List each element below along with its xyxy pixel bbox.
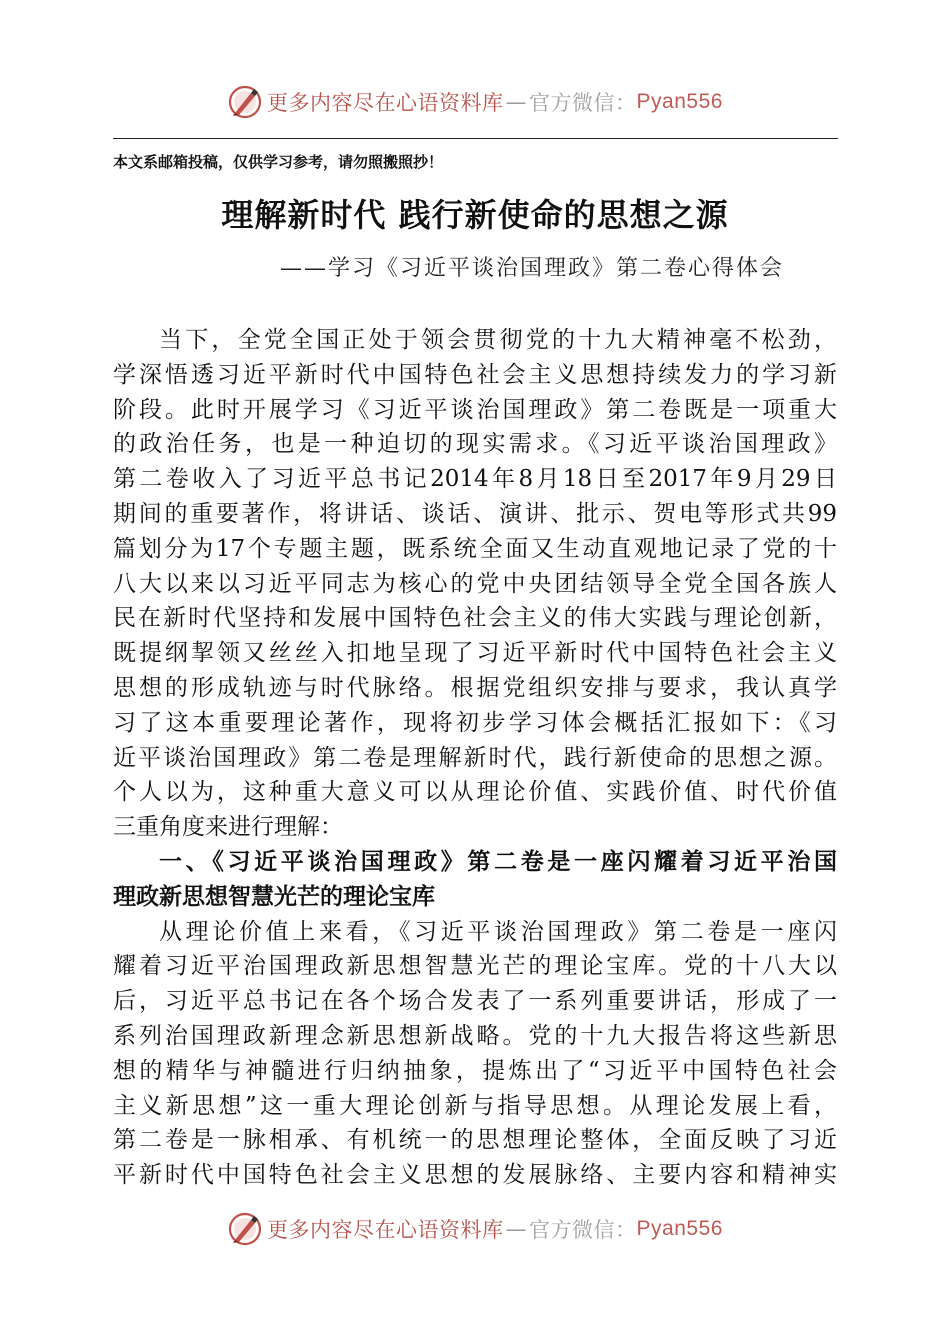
body-line: 想的精华与神髓进行归纳抽象，提炼出了“习近平中国特色社会 (113, 1057, 837, 1084)
body-line: 学深悟透习近平新时代中国特色社会主义思想持续发力的学习新 (113, 361, 837, 388)
banner-main-text: 更多内容尽在心语资料库 (267, 1218, 504, 1242)
footer-banner (0, 1209, 950, 1249)
body-line: 八大以来以习近平同志为核心的党中央团结领导全党全国各族人 (113, 570, 837, 597)
body-line: 第二卷是一脉相承、有机统一的思想理论整体，全面反映了习近 (113, 1127, 837, 1154)
body-line: 习了这本重要理论著作，现将初步学习体会概括汇报如下：《习 (113, 709, 837, 736)
header-banner (0, 82, 950, 122)
body-line: 思想的形成轨迹与时代脉络。根据党组织安排与要求，我认真学 (113, 674, 837, 701)
pen-logo-icon (227, 84, 263, 120)
body-line: 阶段。此时开展学习《习近平谈治国理政》第二卷既是一项重大 (113, 396, 837, 423)
body-line: 民在新时代坚持和发展中国特色社会主义的伟大实践与理论创新， (113, 605, 837, 632)
body-line: 既提纲挈领又丝丝入扣地呈现了习近平新时代中国特色社会主义 (113, 640, 837, 667)
document-body (113, 323, 837, 1193)
body-line: 的政治任务，也是一种迫切的现实需求。《习近平谈治国理政》 (113, 431, 837, 458)
body-line: 近平谈治国理政》第二卷是理解新时代，践行新使命的思想之源。 (113, 744, 837, 771)
header-divider (113, 138, 838, 139)
body-line: 平新时代中国特色社会主义思想的发展脉络、主要内容和精神实 (113, 1162, 837, 1189)
banner-wechat-id: Pyan556 (636, 1217, 723, 1240)
submission-notice: 本文系邮箱投稿，仅供学习参考，请勿照搬照抄！ (113, 153, 444, 171)
body-line: 三重角度来进行理解： (113, 814, 343, 841)
pen-logo-icon (227, 1211, 263, 1247)
body-line: 后，习近平总书记在各个场合发表了一系列重要讲话，形成了一 (113, 988, 837, 1015)
body-line: 第二卷收入了习近平总书记2014年8月18日至2017年9月29日 (113, 466, 837, 493)
banner-wechat-label: 官方微信： (529, 1218, 637, 1242)
body-line: 主义新思想”这一重大理论创新与指导思想。从理论发展上看， (113, 1092, 837, 1119)
body-line: 期间的重要著作，将讲话、谈话、演讲、批示、贺电等形式共99 (113, 500, 837, 527)
section-heading: 一、《习近平谈治国理政》第二卷是一座闪耀着习近平治国 (159, 847, 837, 875)
banner-wechat-id: Pyan556 (636, 90, 723, 113)
body-line: 当下，全党全国正处于领会贯彻党的十九大精神毫不松劲， (159, 327, 837, 353)
body-line: 篇划分为17个专题主题，既系统全面又生动直观地记录了党的十 (113, 535, 837, 562)
document-title: 理解新时代 践行新使命的思想之源 (221, 196, 729, 234)
banner-wechat-label: 官方微信： (529, 91, 637, 115)
banner-main-text: 更多内容尽在心语资料库 (267, 91, 504, 115)
body-line: 系列治国理政新理念新思想新战略。党的十九大报告将这些新思 (113, 1022, 837, 1049)
body-line: 从理论价值上来看，《习近平谈治国理政》第二卷是一座闪 (159, 918, 837, 945)
body-line: 个人以为，这种重大意义可以从理论价值、实践价值、时代价值 (113, 779, 837, 806)
body-line: 耀着习近平治国理政新思想智慧光芒的理论宝库。党的十八大以 (113, 953, 837, 980)
section-heading: 理政新思想智慧光芒的理论宝库 (113, 882, 435, 910)
document-subtitle: ——学习《习近平谈治国理政》第二卷心得体会 (280, 256, 785, 281)
banner-separator: — (505, 1217, 528, 1241)
banner-separator: — (505, 90, 528, 114)
